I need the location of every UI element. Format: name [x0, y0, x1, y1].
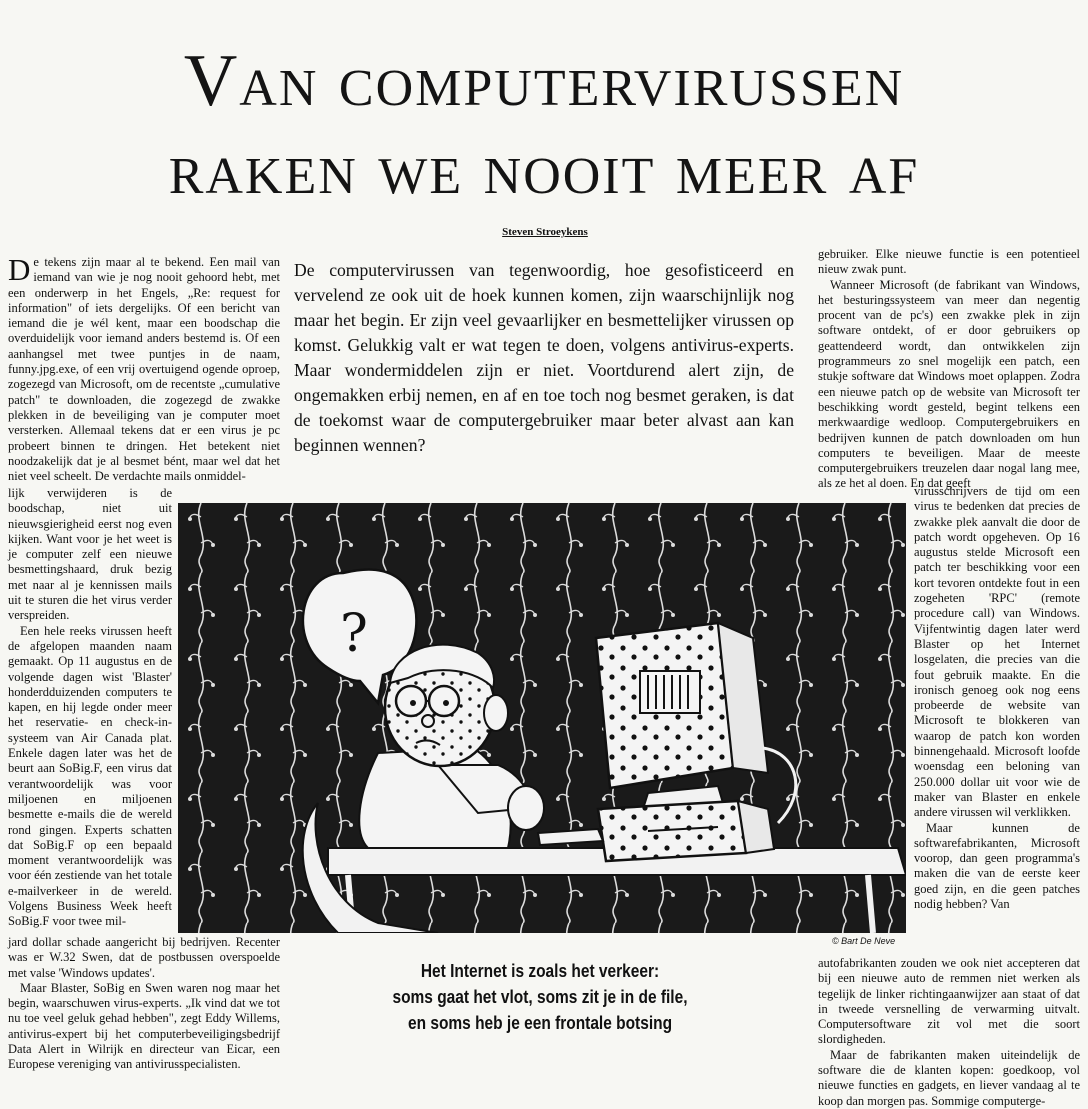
illustration-credit: © Bart De Neve: [832, 936, 896, 946]
caption-line-3: en soms heb je een frontale botsing: [407, 1013, 673, 1033]
left-column-top: [8, 252, 280, 484]
headline-line-2: raken we nooit meer af: [168, 128, 920, 210]
caption-line-2: soms gaat het vlot, soms zit je in de file,: [392, 987, 688, 1007]
caption-line-1: Het Internet is zoals het verkeer:: [420, 961, 660, 981]
left-paragraph-1-bottom: lijk verwijderen is de boodschap, niet uit nieuwsgierigheid eerst nog even kijken. Want voor je het weet is je computer zelf een nieuwe besmettingshaard, druk bezig met naar al je kennissen mails uit te sturen die het virus verder verspreiden.: [8, 486, 172, 623]
drop-cap: D: [8, 252, 31, 287]
cartoon-illustration: [178, 503, 906, 933]
right-paragraph-0: gebruiker. Elke nieuwe functie is een potentieel nieuw zwak punt.: [818, 247, 1080, 277]
right-column-bottom: [818, 956, 1080, 1109]
speech-bubble-question-mark: ?: [340, 604, 368, 664]
right-paragraph-2-wide: autofabrikanten zouden we ook niet accepteren dat bij een nieuwe auto de remmen niet werken als tegelijk de linker richtingaanwijzer aan staat of dat in tweede versnelling de verwarming uitvalt. Computersoftware zit vol met die soort slordigheden.: [818, 956, 1080, 1047]
cartoon-drawing: [178, 503, 906, 933]
right-paragraph-2-narrow: Maar kunnen de softwarefabrikanten, Microsoft voorop, dan geen programma's maken die van de eerste keer goed zijn, en die geen patches nodig hebben? Van: [914, 820, 1080, 912]
left-paragraph-2: Een hele reeks virussen heeft de afgelopen maanden naam gemaakt. Op 11 augustus en de volgende dagen wist 'Blaster' honderdduizenden computers te kapen, en hij legde onder meer het reservatie- en check-in-systeem van Air Canada plat. Enkele dagen later was het de beurt aan SoBig.F, een virus dat verantwoordelijk was voor miljoenen en miljoenen besmette e-mails die de wereld rond gingen. Experts schatten dat SoBig.F op een bepaald moment verantwoordelijk was voor één zestiende van het totale e-mailverkeer in de wereld. Volgens Business Week heeft SoBig.F voor twee mil-: [8, 623, 172, 929]
right-paragraph-1: Wanneer Microsoft (de fabrikant van Windows, het besturingssysteem van meer dan negentig procent van de pc's) een zwakke plek in zijn software ontdekt, of er door gebruikers op geattendeerd wordt, dan ontwikkelen zijn programmeurs zo snel mogelijk een patch, een stukje software dat Windows moet oplappen. Zodra een nieuwe patch op de website van Microsoft ter beschikking wordt gesteld, begint telkens een merkwaardige wedloop. Computergebruikers en bedrijven kunnen de patch downloaden om hun computers te beveiligen. Maar de meeste computergebruikers treuzelen daar nogal lang mee, als ze het al doen. En dat geeft: [818, 277, 1080, 491]
byline: Steven Stroeykens: [502, 226, 588, 238]
illustration-caption: [334, 958, 747, 1036]
left-paragraph-2-wide: jard dollar schade aangericht bij bedrijven. Recenter was er W.32 Swen, dat de postbussen overspoelde met valse 'Windows updates'.: [8, 935, 280, 980]
right-paragraph-1-narrow: virusschrijvers de tijd om een virus te bedenken dat precies de zwakke plek aanvalt die door de patch wordt opgeheven. Op 16 augustus stelde Microsoft een patch ter beschikking voor een kort tevoren ontdekte fout in een zogeheten 'RPC' (remote procedure call) van Windows. Vijfentwintig dagen later werd Blaster op het Internet losgelaten, die precies van die fout gebruik maakte. En die ironisch genoeg ook nog eens probeerde de website van Microsoft te blokkeren van waarop de patch kon worden binnengehaald. Microsoft loofde woensdag een beloning van 250.000 dollar uit voor wie de maker van Blaster en enkele andere virussen wil verklikken.: [914, 484, 1080, 820]
left-paragraph-3: Maar Blaster, SoBig en Swen waren nog maar het begin, waarschuwen virus-experts. „Ik vind dat we tot nu toe veel geluk gehad hebben", zegt Eddy Willems, antivirus-expert bij het computerbeveiligingsbedrijf Data Alert in Wilrijk en directeur van Eicar, een Europese vereniging van antivirusspecialisten.: [8, 980, 280, 1072]
left-column-bottom: [8, 935, 280, 1073]
right-column-narrow: [914, 484, 1080, 912]
left-column-narrow: [8, 486, 172, 930]
right-column-top: [818, 247, 1080, 492]
right-paragraph-3: Maar de fabrikanten maken uiteindelijk de software die de klanten kopen: goedkoop, vol nieuwe functies en gadgets, en liever vandaag al te koop dan morgen pas. Sommige computerge-: [818, 1047, 1080, 1108]
intro-lead: De computervirussen van tegenwoordig, hoe gesofisticeerd en vervelend ze ook uit de hoek kunnen komen, zijn waarschijnlijk nog maar het begin. Er zijn veel gevaarlijker en besmettelijker virussen op komst. Gelukkig valt er wat tegen te doen, volgens antivirus-experts. Maar wondermiddelen zijn er niet. Voortdurend alert zijn, de ongemakken erbij nemen, en af en toe toch nog besmet geraken, is dat de toekomst waar de computergebruiker maar beter alvast aan kan beginnen wennen?: [294, 260, 794, 455]
left-paragraph-1-top: e tekens zijn maar al te bekend. Een mail van iemand van wie je nog nooit gehoord hebt, met een onderwerp in het Engels, „Re: request for information" of iets dergelijks. Of een bericht van iemand die je wél kent, maar een boodschap die overduidelijk voor iemand anders bestemd is. Of een aanhangsel met twee puntjes in de naam, funny.jpg.exe, of een vrij overtuigend ogende oproep, zogezegd van Microsoft, om de recentste „cumulative patch" te downloaden, die zogezegd de zwakke plekken in de beveiliging van je computer moet versterken. Allemaal tekens dat er een virus je pc probeert binnen te dringen. Het betekent niet noodzakelijk dat je al besmet bént, maar wel dat het niet veel scheelt. De verdachte mails onmiddel-: [8, 255, 280, 484]
headline-line-1: Van computervirussen: [183, 40, 905, 122]
